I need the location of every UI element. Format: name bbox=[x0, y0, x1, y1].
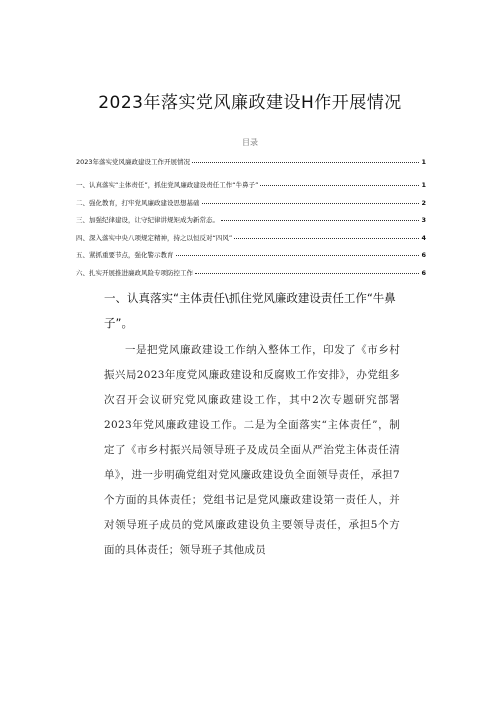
toc-entry-text: 三、加强纪律建设，让守纪律讲规矩成为新常态。 bbox=[76, 216, 219, 225]
toc-heading: 目录 bbox=[242, 138, 258, 147]
toc-entry-text: 五、紧抓重要节点，强化警示教育 bbox=[76, 251, 174, 260]
toc-entry[interactable] bbox=[76, 157, 426, 167]
toc-leader-dots bbox=[234, 238, 419, 239]
toc-leader-dots bbox=[260, 185, 419, 186]
toc-page-number: 3 bbox=[421, 216, 426, 225]
toc-entry-text: 2023年落实党风廉政建设工作开展情况 bbox=[76, 158, 191, 166]
toc-entry[interactable] bbox=[76, 268, 426, 278]
toc-leader-dots bbox=[221, 220, 419, 221]
toc-entry[interactable] bbox=[76, 250, 426, 260]
section-heading: 一、认真落实“主体责任\抓住党风廉政建设责任工作“牛鼻子”。 bbox=[104, 291, 396, 330]
toc-entry[interactable] bbox=[76, 233, 426, 243]
toc-leader-dots bbox=[202, 203, 420, 204]
toc-leader-dots bbox=[195, 273, 419, 274]
toc-entry-text: 六、扎实开展推进廉政风险专项防控工作 bbox=[76, 268, 193, 277]
page-title: 2023年落实党风廉政建设H作开展情况 bbox=[98, 93, 402, 113]
toc-leader-dots bbox=[192, 162, 419, 163]
toc-entry-text: 四、深入落实中央八项规定精神，持之以恒反对“四风” bbox=[76, 233, 233, 242]
toc-entry[interactable] bbox=[76, 180, 426, 190]
toc-page-number: 6 bbox=[421, 251, 426, 260]
toc-entry-text: 二、强化教育，打牢党风廉政建设思想基础 bbox=[76, 198, 200, 207]
toc-page-number: 2 bbox=[421, 198, 426, 207]
toc-page-number: 1 bbox=[421, 181, 426, 189]
table-of-contents bbox=[76, 157, 426, 286]
body-paragraph: 一是把党风廉政建设工作纳入整体工作，印发了《市乡村振兴局2023年度党风廉政建设和反腐败工作安排》，办党组多次召开会议研究党风廉政建设工作，其中2次专题研究部署2023年党风廉政建设工作。二是为全面落实“主体责任”，制定了《市乡村振兴局领导班子及成员全面从严治党主体责任清单》，进一步明确党组对党风廉政建设负全面领导责任，承担7个方面的具体责任；党组书记是党风廉政建设第一责任人，并对领导班子成员的党风廉政建设负主要领导责任，承担5个方面的具体责任；领导班子其他成员 bbox=[104, 344, 400, 556]
toc-page-number: 6 bbox=[421, 268, 426, 277]
toc-leader-dots bbox=[176, 255, 420, 256]
toc-entry[interactable] bbox=[76, 198, 426, 208]
toc-page-number: 1 bbox=[421, 158, 426, 166]
toc-entry[interactable] bbox=[76, 215, 426, 225]
toc-entry-text: 一、认真落实“主体责任”，抓住党风廉政建设责任工作“牛鼻子” bbox=[76, 181, 259, 189]
toc-page-number: 4 bbox=[421, 233, 426, 242]
